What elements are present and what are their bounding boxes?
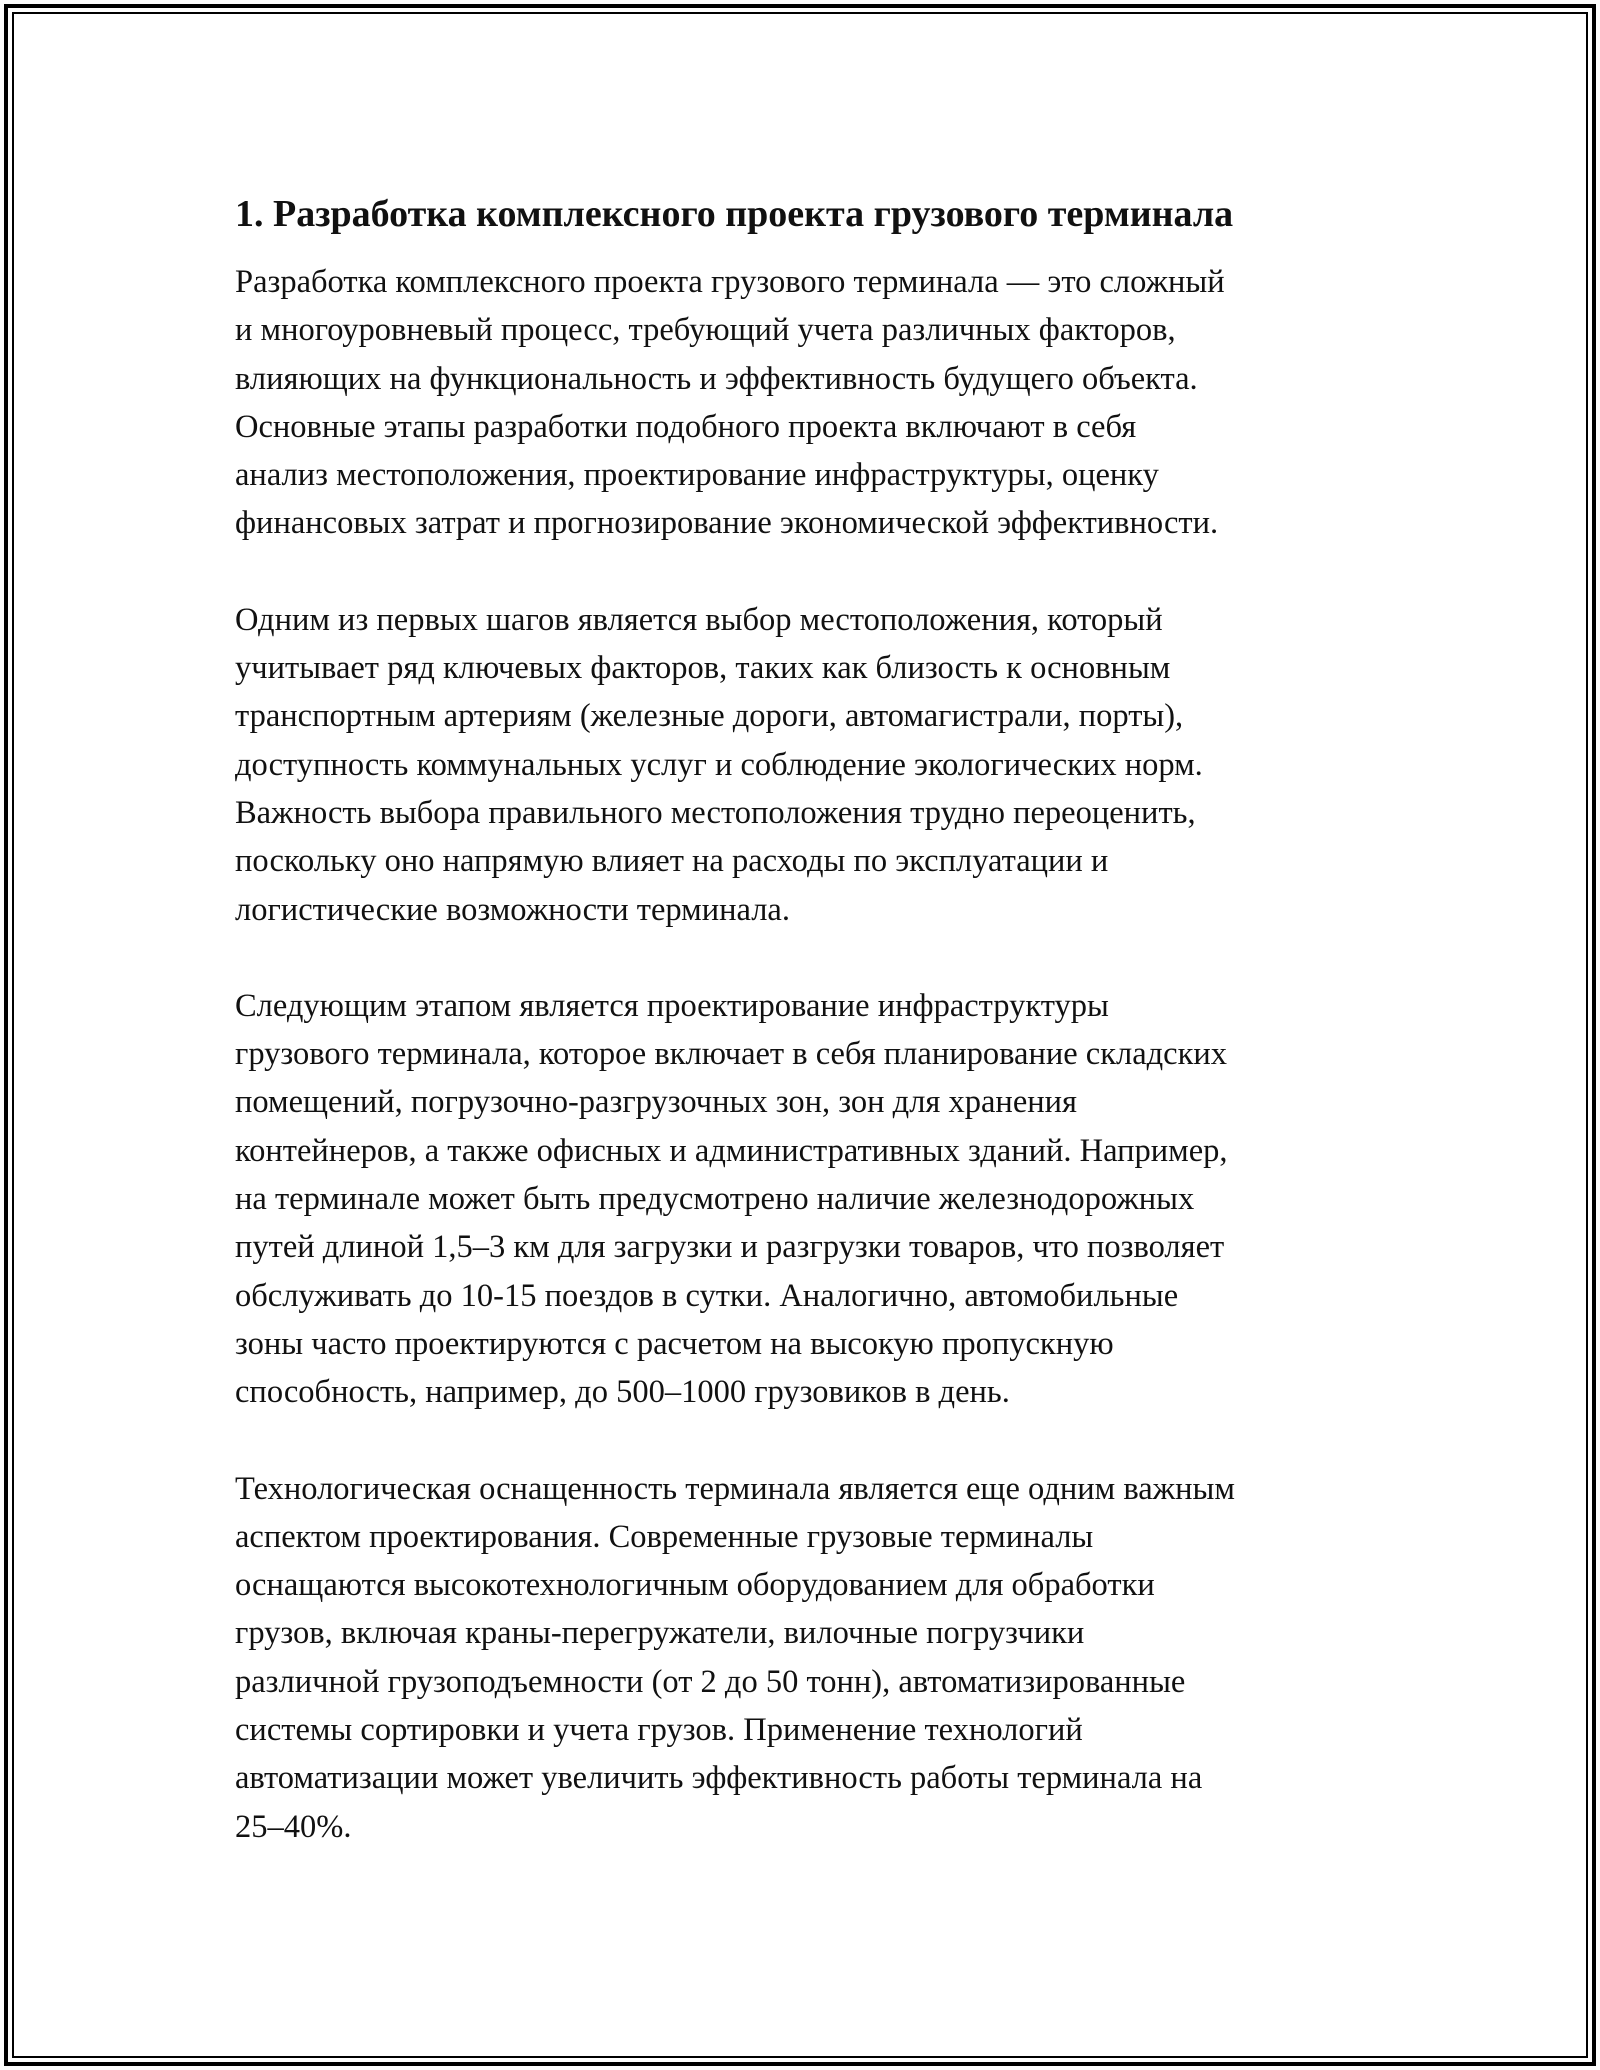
text-line: грузового терминала, которое включает в себя планирование складских xyxy=(235,1036,1228,1073)
text-line: путей длиной 1,5–3 км для загрузки и разгрузки товаров, что позволяет xyxy=(235,1229,1225,1266)
text-line: зоны часто проектируются с расчетом на высокую пропускную xyxy=(235,1325,1114,1362)
text-line: поскольку оно напрямую влияет на расходы по эксплуатации и xyxy=(235,843,1109,880)
text-line: автоматизации может увеличить эффективность работы терминала на xyxy=(235,1760,1203,1797)
paragraph-4 xyxy=(235,1465,1375,1851)
document-body xyxy=(235,186,1375,1899)
text-line: учитывает ряд ключевых факторов, таких как близость к основным xyxy=(235,650,1171,687)
text-line: транспортным артериям (железные дороги, автомагистрали, порты), xyxy=(235,698,1184,735)
text-line: Следующим этапом является проектирование инфраструктуры xyxy=(235,987,1109,1024)
text-line: и многоуровневый процесс, требующий учета различных факторов, xyxy=(235,312,1176,349)
text-line: доступность коммунальных услуг и соблюдение экологических норм. xyxy=(235,746,1203,783)
paragraph-1 xyxy=(235,258,1375,548)
text-line: влияющих на функциональность и эффективность будущего объекта. xyxy=(235,360,1198,397)
text-line: оснащаются высокотехнологичным оборудованием для обработки xyxy=(235,1567,1155,1604)
text-line: логистические возможности терминала. xyxy=(235,891,790,928)
text-line: на терминале может быть предусмотрено наличие железнодорожных xyxy=(235,1181,1195,1218)
text-line: Технологическая оснащенность терминала является еще одним важным xyxy=(235,1470,1235,1507)
text-line: различной грузоподъемности (от 2 до 50 тонн), автоматизированные xyxy=(235,1663,1186,1700)
text-line: помещений, погрузочно-разгрузочных зон, зон для хранения xyxy=(235,1084,1077,1121)
text-line: Разработка комплексного проекта грузового терминала — это сложный xyxy=(235,264,1225,300)
text-line: анализ местоположения, проектирование инфраструктуры, оценку xyxy=(235,457,1159,494)
section-heading: 1. Разработка комплексного проекта грузового терминала xyxy=(235,193,1234,235)
text-line: аспектом проектирования. Современные грузовые терминалы xyxy=(235,1518,1094,1555)
text-line: способность, например, до 500–1000 грузовиков в день. xyxy=(235,1374,1010,1411)
paragraph-3 xyxy=(235,982,1375,1417)
text-line: Важность выбора правильного местоположения трудно переоценить, xyxy=(235,794,1196,831)
text-line: Одним из первых шагов является выбор местоположения, который xyxy=(235,601,1163,638)
paragraph-2 xyxy=(235,596,1375,934)
text-line: контейнеров, а также офисных и административных зданий. Например, xyxy=(235,1132,1228,1169)
text-line: Основные этапы разработки подобного проекта включают в себя xyxy=(235,408,1137,445)
text-line: грузов, включая краны-перегружатели, вилочные погрузчики xyxy=(235,1615,1085,1652)
text-line: обслуживать до 10-15 поездов в сутки. Аналогично, автомобильные xyxy=(235,1277,1179,1314)
text-line: 25–40%. xyxy=(235,1808,352,1845)
text-line: финансовых затрат и прогнозирование экономической эффективности. xyxy=(235,505,1219,542)
text-line: системы сортировки и учета грузов. Применение технологий xyxy=(235,1712,1083,1749)
